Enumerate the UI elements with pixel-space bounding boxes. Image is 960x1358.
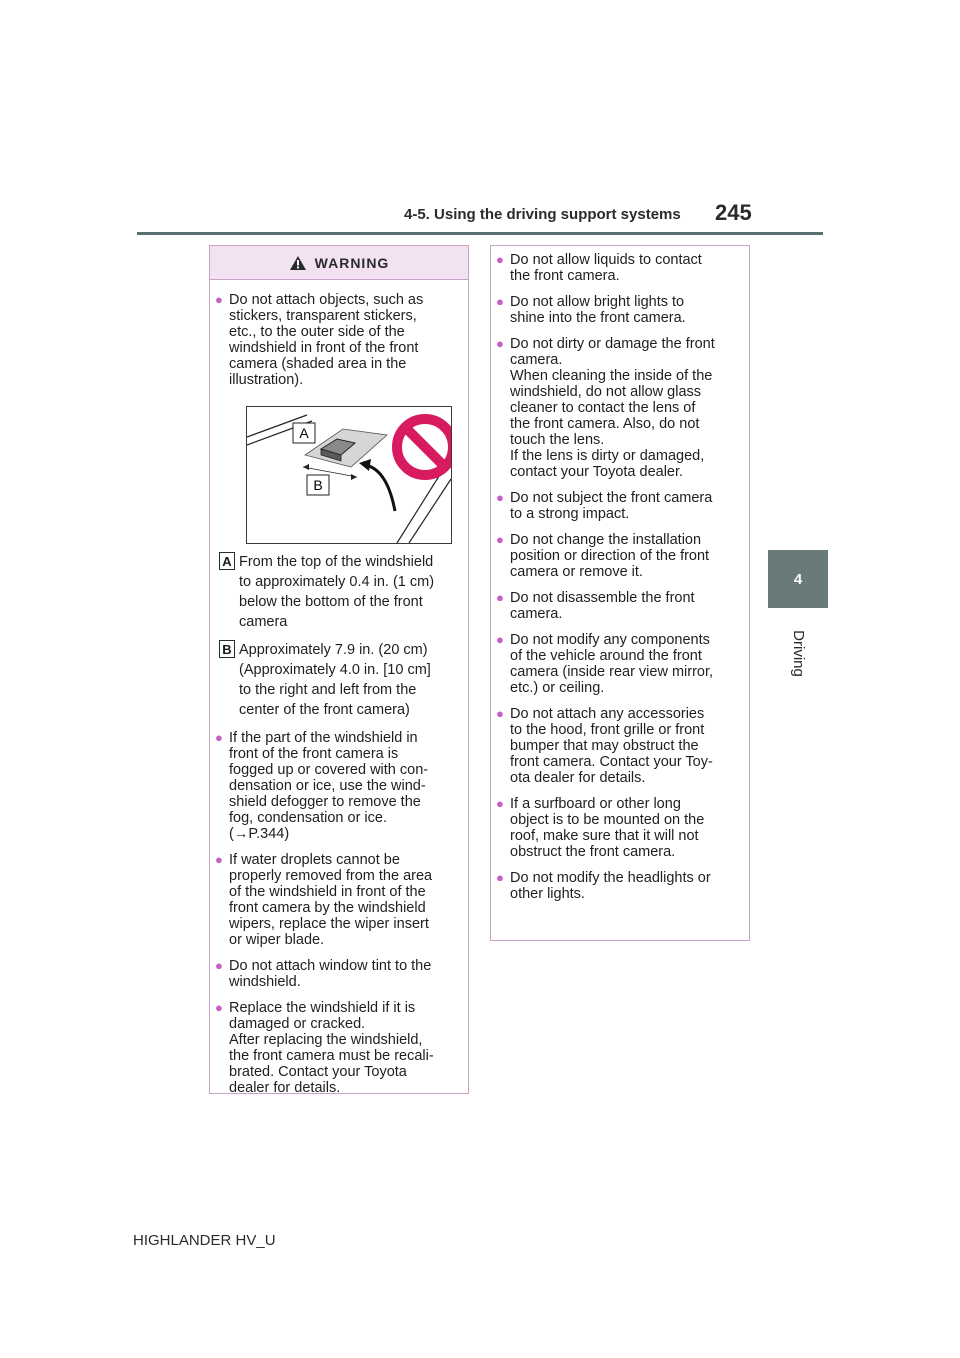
warning-item: ● Do not dirty or damage the front camera. When cleaning the inside of the windshield, do not allow glass cleaner to contact the lens of the front camera. Also, do not touch the lens. If the lens is dirty or damaged, contact your Toyota dealer. <box>500 336 739 480</box>
definition-a-text: From the top of the windshield to approximately 0.4 in. (1 cm) below the bottom of the front camera <box>239 554 435 630</box>
footer-model: HIGHLANDER HV_U <box>133 1232 276 1249</box>
warning-item: ● Do not modify any components of the vehicle around the front camera (inside rear view mirror, etc.) or ceiling. <box>500 632 739 696</box>
definition-b <box>219 640 458 720</box>
chapter-label: Driving <box>789 629 807 677</box>
warning-box-left <box>209 245 469 1094</box>
warning-item: ● Do not allow bright lights to shine into the front camera. <box>500 294 739 326</box>
chapter-label-container <box>768 618 828 688</box>
warning-item: ● Do not allow liquids to contact the front camera. <box>500 252 739 284</box>
definition-b-key: B <box>219 640 235 658</box>
warning-item: ● Do not modify the headlights or other lights. <box>500 870 739 902</box>
warning-item: ● If the part of the windshield in front of the front camera is fogged up or covered with con- densation or ice, use the wind- shield defogger to remove the fog, condensation or ice. (→P.344) <box>219 730 458 842</box>
warning-item: ● Do not change the installation position or direction of the front camera or remove it. <box>500 532 739 580</box>
warning-item: ● Do not disassemble the front camera. <box>500 590 739 622</box>
illustration-label-a: A <box>299 425 309 441</box>
chapter-number: 4 <box>793 570 803 588</box>
definition-b-text: Approximately 7.9 in. (20 cm) (Approximately 4.0 in. [10 cm] to the right and left from the center of the front camera) <box>239 642 431 718</box>
illustration-label-b: B <box>313 477 323 493</box>
page-number: 245 <box>715 200 752 225</box>
warning-item: ● If a surfboard or other long object is to be mounted on the roof, make sure that it will not obstruct the front camera. <box>500 796 739 860</box>
chapter-tab <box>768 550 828 608</box>
warning-item: ● If water droplets cannot be properly removed from the area of the windshield in front of the front camera by the windshield wipers, replace the wiper insert or wiper blade. <box>219 852 458 948</box>
definition-a-key: A <box>219 552 235 570</box>
warning-intro: ● Do not attach objects, such as stickers, transparent stickers, etc., to the outer side of the windshield in front of the front camera (shaded area in the illustration). <box>219 292 458 388</box>
section-title: 4-5. Using the driving support systems <box>404 206 681 223</box>
warning-header <box>210 246 468 280</box>
warning-box-right <box>490 245 750 941</box>
prohibited-sign-icon <box>397 419 451 475</box>
warning-title: WARNING <box>314 254 390 271</box>
warning-item: ● Do not attach any accessories to the hood, front grille or front bumper that may obstruct the front camera. Contact your Toy- ota dealer for details. <box>500 706 739 786</box>
camera-illustration <box>246 406 452 544</box>
warning-triangle-icon <box>289 255 307 271</box>
warning-item: ● Do not attach window tint to the windshield. <box>219 958 458 990</box>
warning-item: ● Replace the windshield if it is damaged or cracked. After replacing the windshield, the front camera must be recali- brated. Contact your Toyota dealer for details. <box>219 1000 458 1096</box>
definition-a <box>219 552 458 632</box>
warning-item: ● Do not subject the front camera to a strong impact. <box>500 490 739 522</box>
header-divider <box>137 232 823 235</box>
